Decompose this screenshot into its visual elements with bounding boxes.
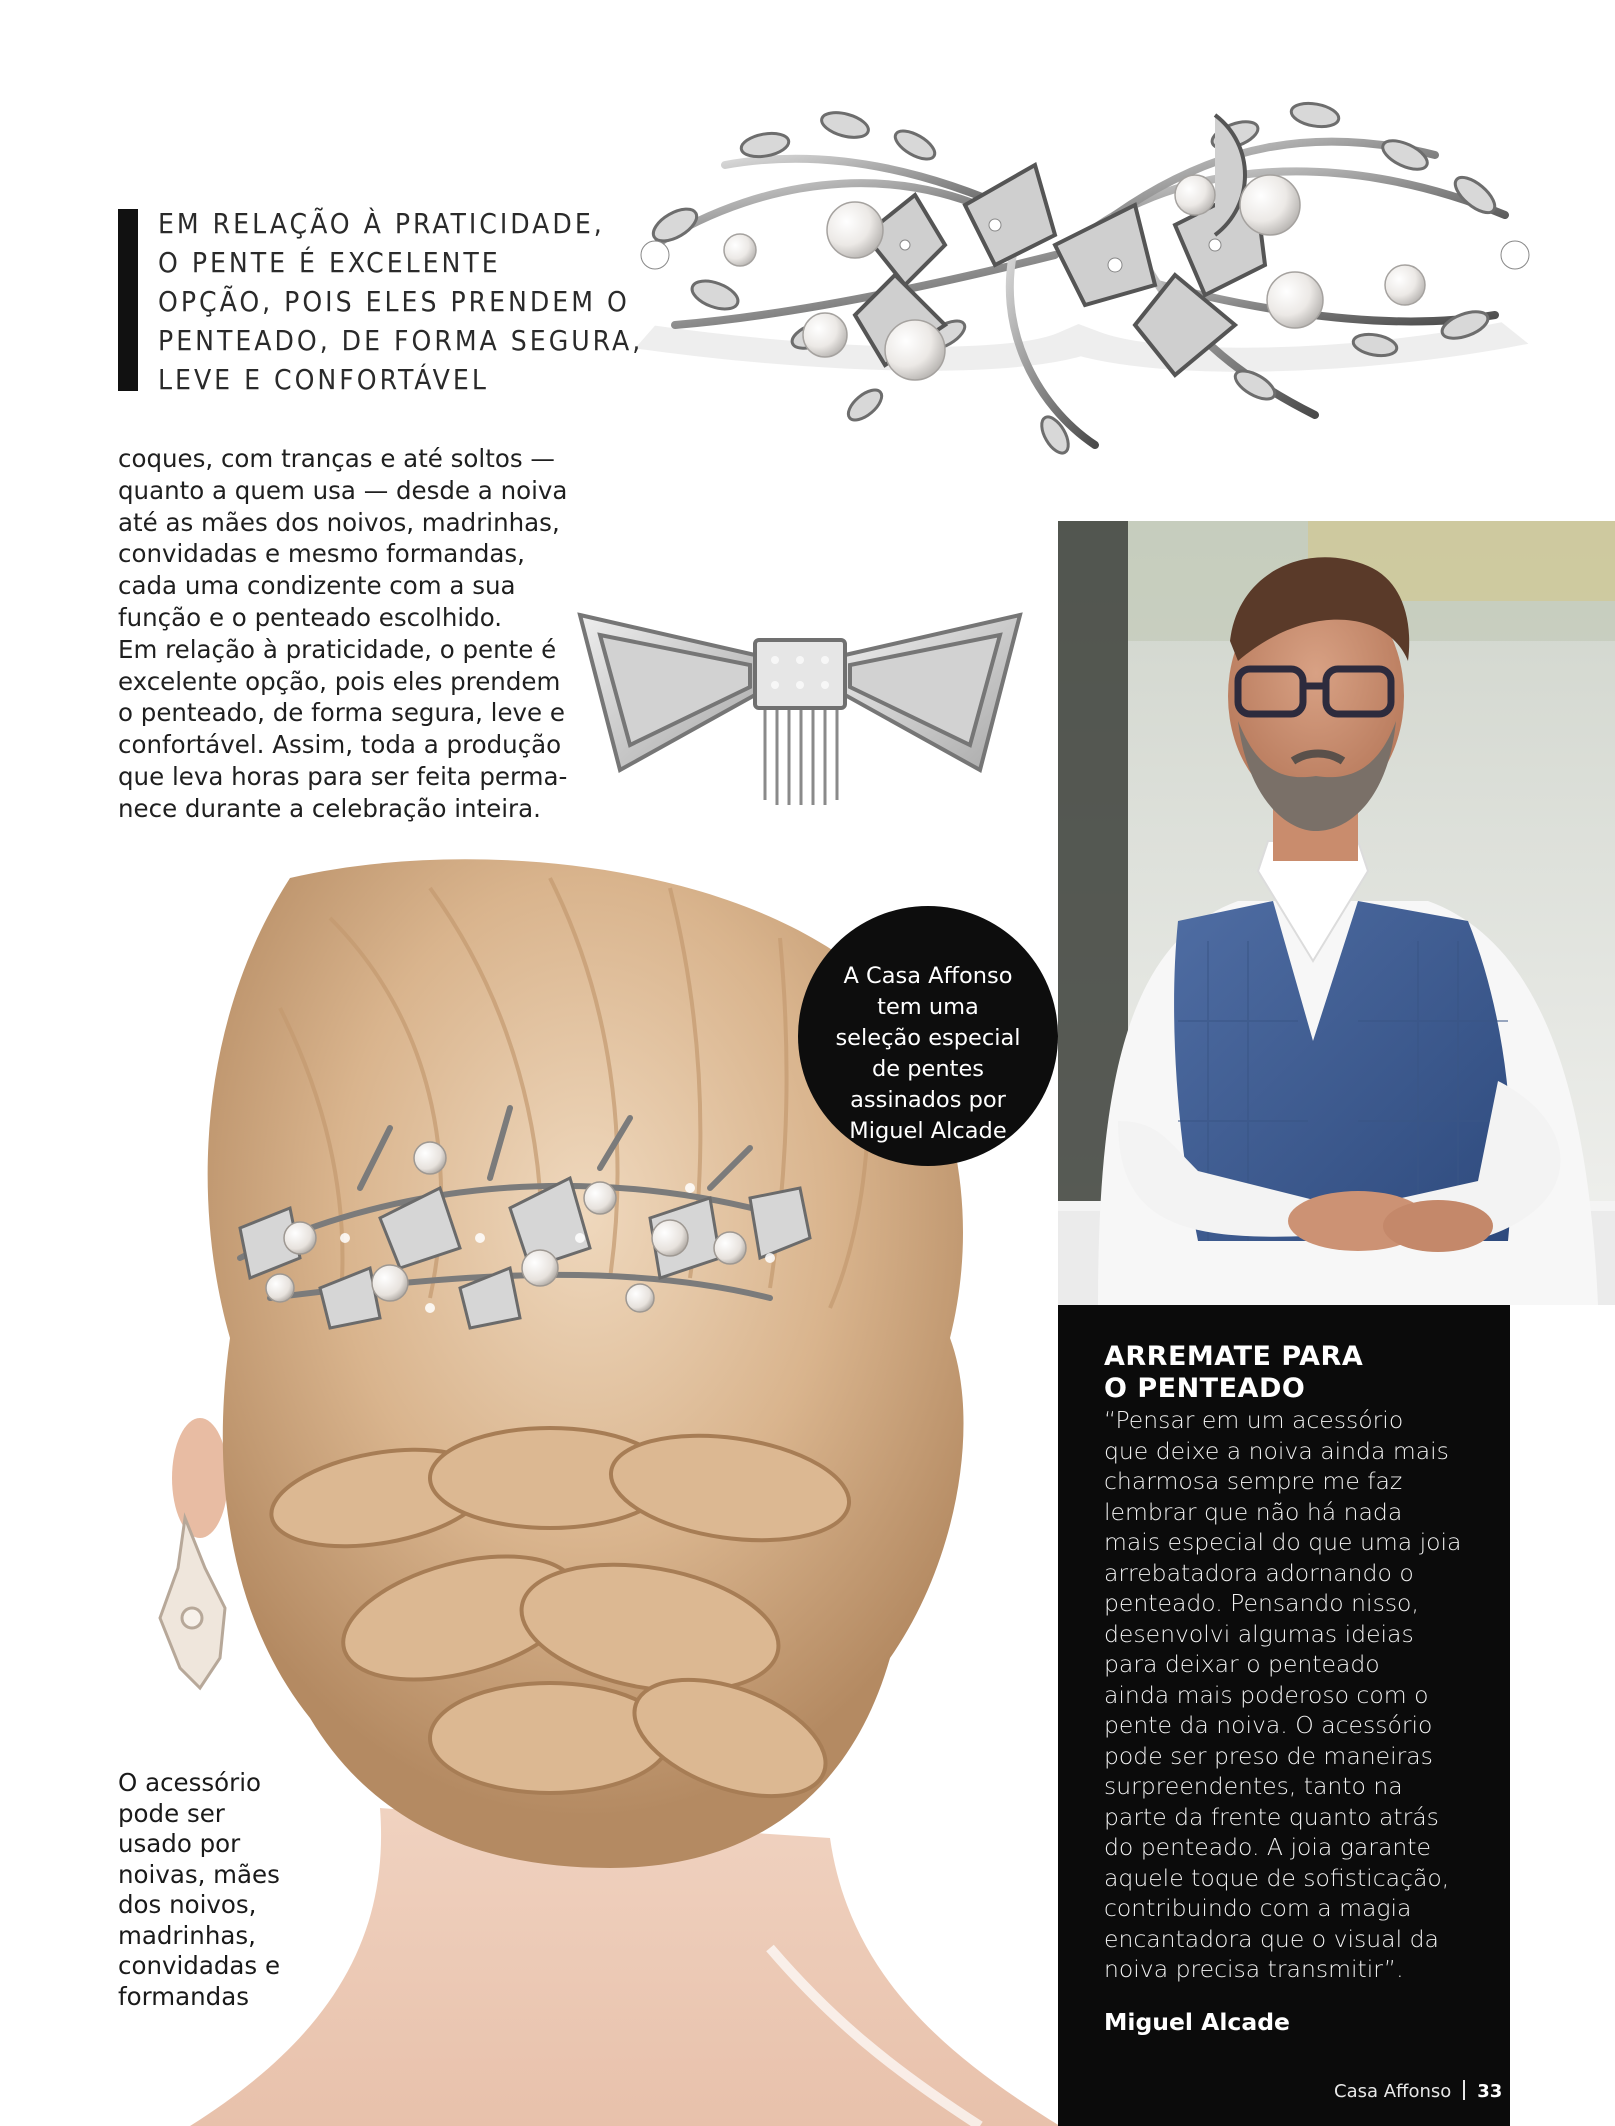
panel-line: que deixe a noiva ainda mais — [1104, 1436, 1449, 1465]
body-line: função e o penteado escolhido. — [118, 602, 503, 632]
panel-line: para deixar o penteado — [1104, 1650, 1380, 1678]
panel-line: pente da noiva. O acessório — [1104, 1711, 1433, 1739]
panel-line: do penteado. A joia garante — [1104, 1833, 1431, 1861]
panel-line: lembrar que não há nada — [1104, 1497, 1403, 1526]
caption-line: noivas, mães — [118, 1859, 280, 1889]
body-line: convidadas e mesmo formandas, — [118, 539, 525, 569]
circle-line: assinados por — [850, 1087, 1006, 1113]
panel-line: arrebatadora adornando o — [1104, 1558, 1414, 1587]
panel-line: parte da frente quanto atrás — [1104, 1802, 1439, 1831]
caption-line: madrinhas, — [118, 1920, 256, 1950]
panel-line: desenvolvi algumas ideias — [1104, 1619, 1414, 1648]
caption-line: convidadas e — [118, 1951, 281, 1980]
publication-name: Casa Affonso — [1334, 2081, 1452, 2102]
panel-title-line: ARREMATE PARA — [1104, 1341, 1364, 1372]
body-line: cada uma condizente com a sua — [118, 571, 516, 601]
miguel-alcade-portrait-photo — [1058, 521, 1615, 1305]
panel-line: aquele toque de sofisticação, — [1104, 1863, 1450, 1892]
quote-panel — [1058, 1305, 1510, 2126]
circle-line: Miguel Alcade — [849, 1118, 1007, 1144]
body-line: excelente opção, pois eles prendem — [118, 666, 561, 696]
body-line: quanto a quem usa — desde a noiva — [118, 475, 568, 505]
panel-line: surpreendentes, tanto na — [1104, 1772, 1403, 1800]
caption-line: dos noivos, — [118, 1890, 257, 1919]
body-line: Em relação à praticidade, o pente é — [118, 634, 557, 664]
panel-line: charmosa sempre me faz — [1104, 1467, 1403, 1495]
circle-line: seleção especial — [835, 1025, 1021, 1051]
body-line: coques, com tranças e até soltos — — [118, 444, 555, 473]
circle-line: tem uma — [877, 994, 979, 1020]
photo-caption — [118, 1768, 358, 2012]
body-line: o penteado, de forma segura, leve e — [118, 698, 565, 728]
panel-line: mais especial do que uma joia — [1104, 1528, 1462, 1556]
pull-quote-line: LEVE E CONFORTÁVEL — [158, 363, 489, 396]
caption-line: pode ser — [118, 1798, 225, 1828]
panel-line: encantadora que o visual da — [1104, 1924, 1439, 1953]
highlight-circle — [798, 906, 1058, 1166]
pull-quote-line: EM RELAÇÃO À PRATICIDADE, — [158, 207, 605, 240]
bow-hair-comb-image — [570, 595, 1030, 815]
caption-line: O acessório — [118, 1768, 262, 1797]
pull-quote-line: PENTEADO, DE FORMA SEGURA, — [158, 324, 644, 357]
pull-quote-bar — [118, 209, 138, 391]
body-line: até as mães dos noivos, madrinhas, — [118, 507, 560, 537]
panel-line: “Pensar em um acessório — [1104, 1406, 1404, 1434]
panel-quote-text — [1104, 1405, 1504, 1985]
footer-divider — [1463, 2080, 1465, 2100]
circle-line: de pentes — [871, 1056, 985, 1082]
pull-quote-line: OPÇÃO, POIS ELES PRENDEM O — [158, 285, 630, 318]
panel-title-line: O PENTEADO — [1104, 1373, 1306, 1404]
circle-line: A Casa Affonso — [843, 963, 1013, 989]
panel-line: pode ser preso de maneiras — [1104, 1741, 1433, 1770]
page-footer — [1334, 2080, 1502, 2102]
floral-hair-comb-image — [615, 85, 1545, 485]
pull-quote-line: O PENTE É EXCELENTE — [158, 246, 501, 279]
panel-line: ainda mais poderoso com o — [1104, 1680, 1429, 1709]
body-line: que leva horas para ser feita perma- — [118, 761, 568, 791]
body-line: confortável. Assim, toda a produção — [118, 730, 562, 760]
pull-quote — [158, 204, 644, 399]
page-number: 33 — [1477, 2081, 1503, 2102]
panel-title — [1104, 1341, 1484, 1405]
caption-line: formandas — [118, 1981, 249, 2011]
quote-author: Miguel Alcade — [1104, 2008, 1290, 2036]
panel-line: noiva precisa transmitir”. — [1104, 1955, 1404, 1983]
panel-line: penteado. Pensando nisso, — [1104, 1589, 1419, 1617]
highlight-circle-text — [798, 961, 1058, 1147]
body-line: nece durante a celebração inteira. — [118, 793, 541, 823]
article-body — [118, 443, 568, 825]
caption-line: usado por — [118, 1829, 241, 1858]
panel-line: contribuindo com a magia — [1104, 1894, 1412, 1922]
